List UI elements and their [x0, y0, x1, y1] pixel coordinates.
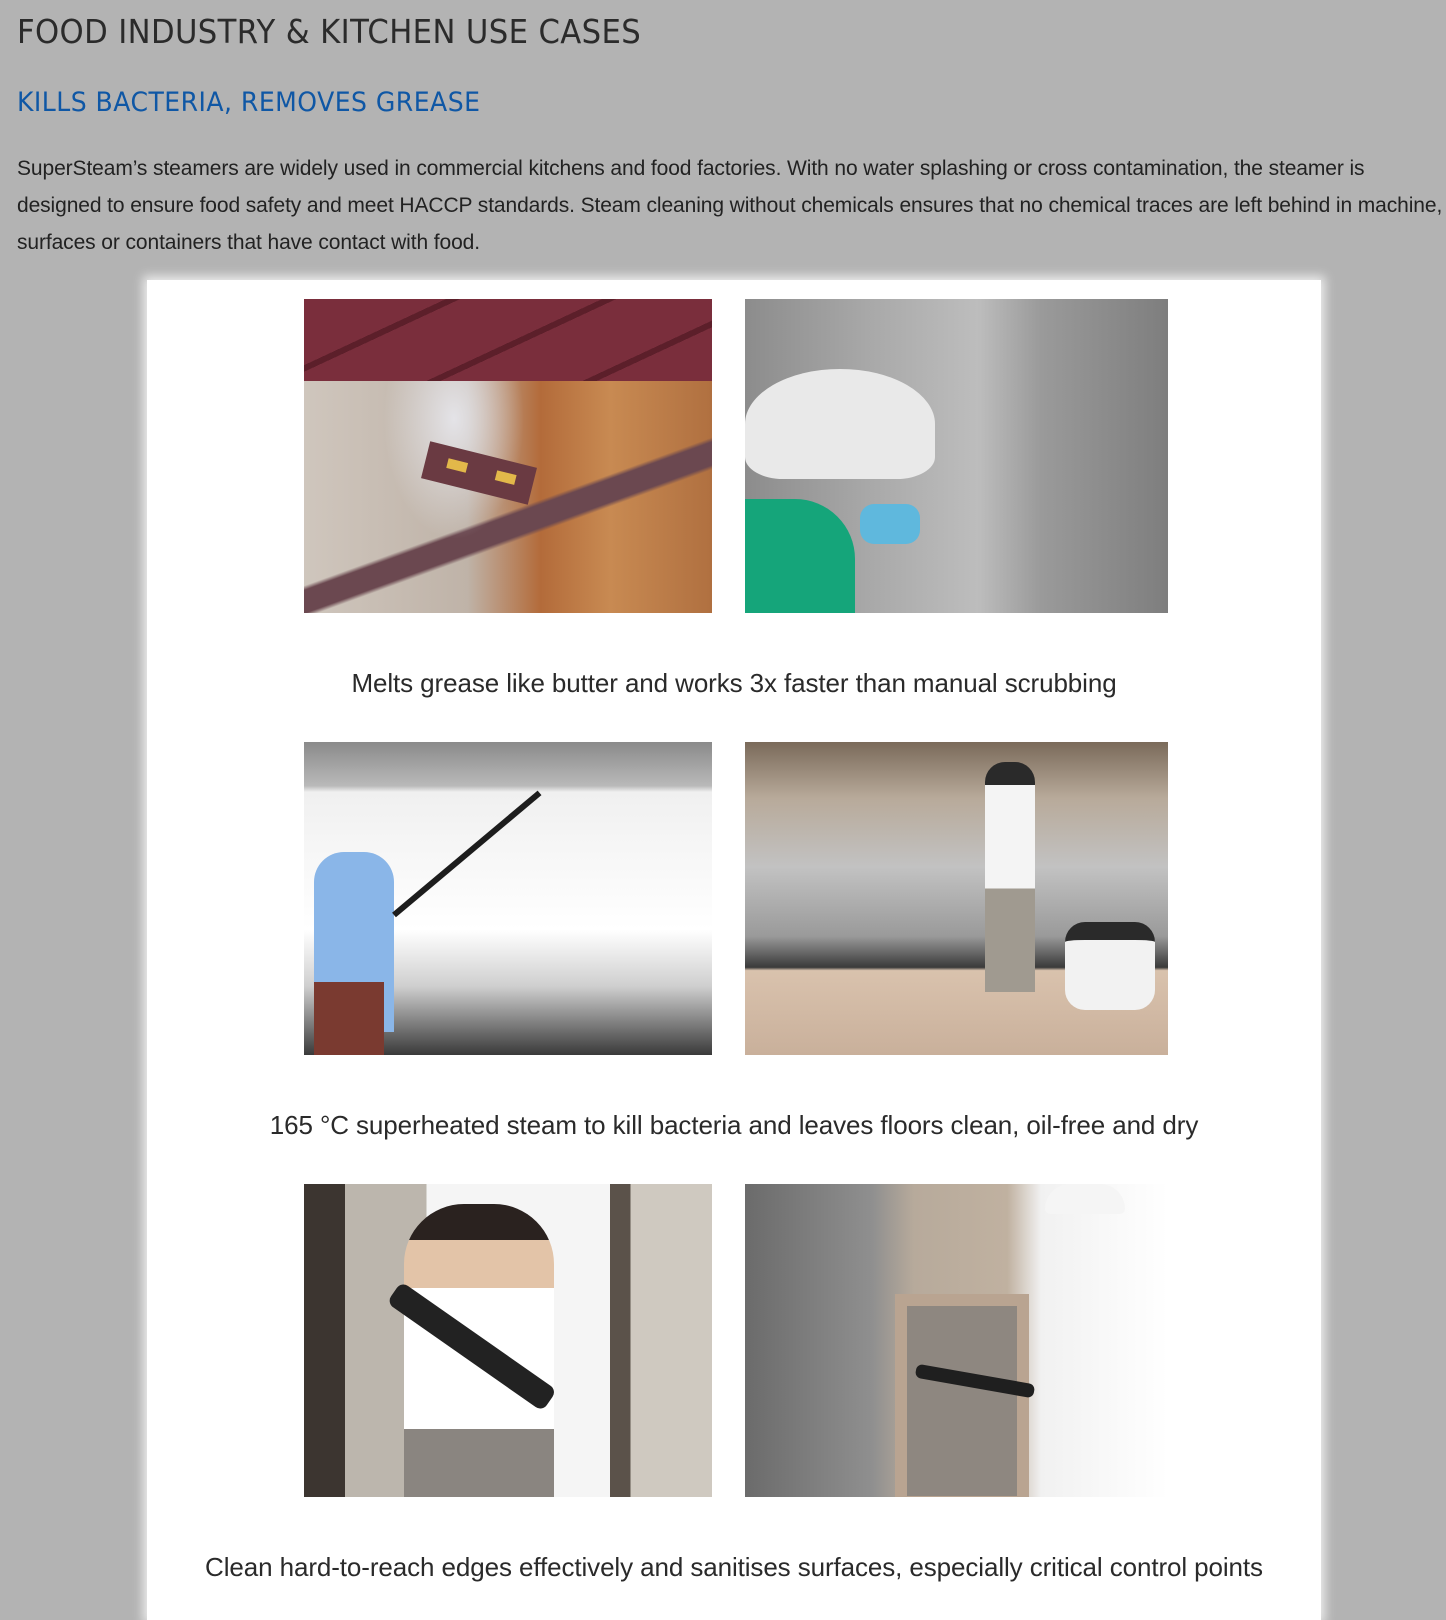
photo-machine-cleaning: [745, 299, 1168, 613]
photo-oven-rack-cleaning: [304, 1184, 712, 1497]
intro-paragraph: SuperSteam’s steamers are widely used in commercial kitchens and food factories. With no water splashing or cross contamination, the steamer is designed to ensure food safety and meet HACCP standards. Steam cleaning without chemicals ensures that no chemical traces are left behind in machine, surfaces or containers that have contact with food.: [17, 157, 1443, 254]
photo-hood-grease: [304, 299, 712, 613]
photo-oven-door-cleaning: [745, 1184, 1168, 1497]
steam-nozzle-shape: [421, 441, 537, 504]
man-pants-shape: [314, 982, 384, 1055]
page-title: FOOD INDUSTRY & KITCHEN USE CASES: [17, 12, 642, 51]
oven-door-shape: [895, 1294, 1029, 1497]
gallery-caption-1: Melts grease like butter and works 3x faster than manual scrubbing: [351, 668, 1117, 698]
photo-floor-cleaning: [745, 742, 1168, 1055]
photo-wall-cleaning: [304, 742, 712, 1055]
woman-shape: [985, 762, 1035, 992]
worker-glove-shape: [860, 504, 920, 544]
steam-pole-shape: [392, 791, 541, 918]
section-subtitle: KILLS BACTERIA, REMOVES GREASE: [17, 87, 481, 118]
chef-hat-shape: [1045, 1184, 1125, 1214]
gallery-caption-3: Clean hard-to-reach edges effectively and sanitises surfaces, especially critical control points: [205, 1552, 1263, 1582]
gallery-caption-2: 165 °C superheated steam to kill bacteria and leaves floors clean, oil-free and dry: [269, 1110, 1199, 1140]
image-gallery-panel: [147, 280, 1321, 1620]
steamer-machine-shape: [1065, 922, 1155, 1010]
worker-hat-shape: [745, 369, 935, 479]
worker-shirt-shape: [745, 499, 855, 613]
